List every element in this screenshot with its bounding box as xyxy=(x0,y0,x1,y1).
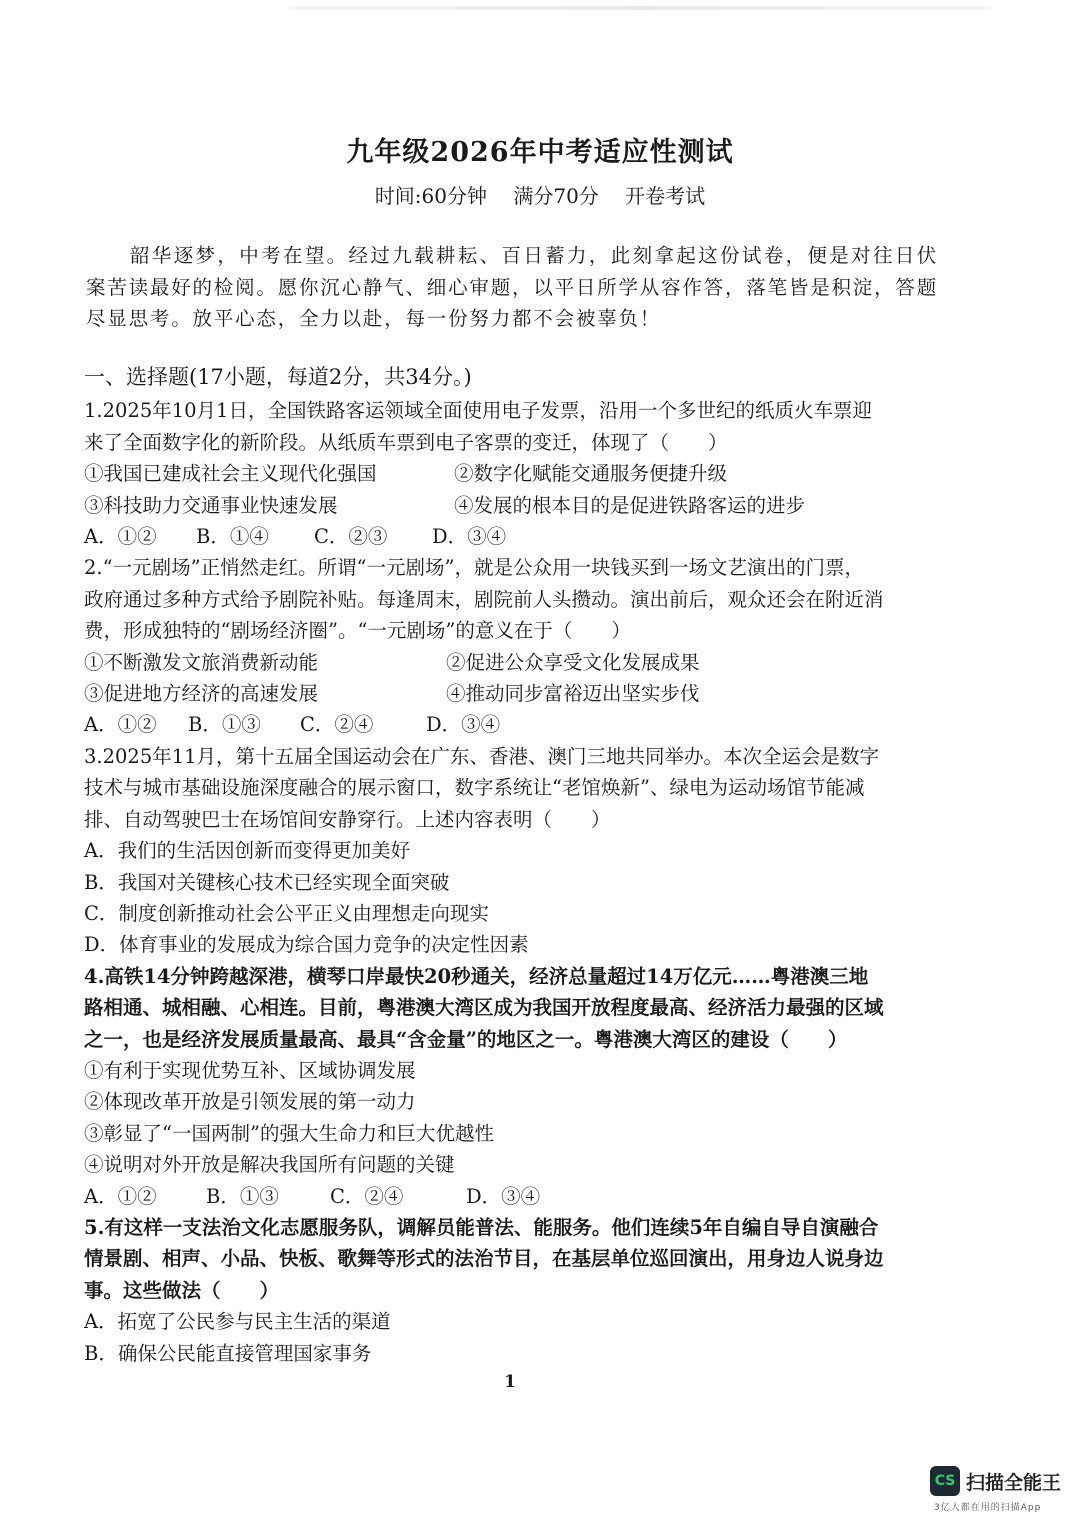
question-1-statement-3: ③科技助力交通事业快速发展 xyxy=(84,493,338,517)
exam-info: 时间:60分钟 满分70分 开卷考试 xyxy=(374,184,706,208)
watermark-app-name: 扫描全能王 xyxy=(966,1471,1062,1494)
question-2-choice-b: B．①③ xyxy=(188,713,261,737)
question-1-line-1: 1.2025年10月1日，全国铁路客运领域全面使用电子发票，沿用一个多世纪的纸质火车票迎 xyxy=(84,399,872,423)
question-1 xyxy=(84,395,944,552)
question-4-choice-d: D．③④ xyxy=(466,1184,541,1208)
question-4-line-3: 之一，也是经济发展质量最高、最具“含金量”的地区之一。粤港澳大湾区的建设（ ） xyxy=(84,1027,848,1051)
question-1-statement-1: ①我国已建成社会主义现代化强国 xyxy=(84,462,377,486)
question-4-choice-b: B．①③ xyxy=(206,1184,279,1208)
question-3-choice-c: C．制度创新推动社会公平正义由理想走向现实 xyxy=(84,901,489,925)
question-1-line-2: 来了全面数字化的新阶段。从纸质车票到电子客票的变迁，体现了（ ） xyxy=(84,430,728,454)
question-1-choice-c: C．②③ xyxy=(314,525,388,549)
question-2-statement-2: ②促进公众享受文化发展成果 xyxy=(446,650,700,674)
question-2-line-1: 2.“一元剧场”正悄然走红。所谓“一元剧场”，就是公众用一块钱买到一场文艺演出的门票， xyxy=(84,556,864,580)
question-5-choice-b: B．确保公民能直接管理国家事务 xyxy=(84,1341,372,1365)
question-content xyxy=(84,362,944,1369)
question-2-choice-c: C．②④ xyxy=(300,713,374,737)
question-2 xyxy=(84,552,944,740)
question-3-choice-b: B．我国对关键核心技术已经实现全面突破 xyxy=(84,870,450,894)
scanner-watermark xyxy=(930,1466,1061,1496)
question-4-choice-a: A．①② xyxy=(84,1184,157,1208)
question-5-choice-a: A．拓宽了公民参与民主生活的渠道 xyxy=(84,1310,391,1334)
question-2-line-3: 费，形成独特的“剧场经济圈”。“一元剧场”的意义在于（ ） xyxy=(84,619,631,643)
question-1-statement-4: ④发展的根本目的是促进铁路客运的进步 xyxy=(454,493,806,517)
question-1-choice-d: D．③④ xyxy=(432,525,507,549)
intro-paragraph: 韶华逐梦，中考在望。经过九载耕耘、百日蓄力，此刻拿起这份试卷，便是对往日伏案苦读最好的检阅。愿你沉心静气、细心审题，以平日所学从容作答，落笔皆是积淀，答题尽显思考。放平心态，全力以赴，每一份努力都不会被辜负！ xyxy=(86,244,939,330)
question-5-line-1: 5.有这样一支法治文化志愿服务队，调解员能普法、能服务。他们连续5年自编自导自演融合 xyxy=(84,1215,879,1239)
question-1-choice-b: B．①④ xyxy=(196,525,269,549)
question-3-line-1: 3.2025年11月，第十五届全国运动会在广东、香港、澳门三地共同举办。本次全运会是数字 xyxy=(84,744,880,768)
question-3 xyxy=(84,741,944,961)
question-4-choice-c: C．②④ xyxy=(330,1184,404,1208)
question-4-statement-3: ③彰显了“一国两制”的强大生命力和巨大优越性 xyxy=(84,1121,494,1145)
question-4-line-1: 4.高铁14分钟跨越深港，横琴口岸最快20秒通关，经济总量超过14万亿元……粤港澳三地 xyxy=(84,964,869,988)
question-3-choice-d: D．体育事业的发展成为综合国力竞争的决定性因素 xyxy=(84,933,529,957)
question-4-statement-2: ②体现改革开放是引领发展的第一动力 xyxy=(84,1090,416,1114)
question-3-choice-a: A．我们的生活因创新而变得更加美好 xyxy=(84,839,411,863)
question-1-statement-2: ②数字化赋能交通服务便捷升级 xyxy=(454,462,728,486)
question-2-line-2: 政府通过多种方式给予剧院补贴。每逢周末，剧院前人头攒动。演出前后，观众还会在附近消 xyxy=(84,587,884,611)
question-5-line-2: 情景剧、相声、小品、快板、歌舞等形式的法治节目，在基层单位巡回演出，用身边人说身边 xyxy=(84,1247,884,1271)
question-4 xyxy=(84,961,944,1212)
scan-edge xyxy=(290,6,990,10)
question-3-line-2: 技术与城市基础设施深度融合的展示窗口，数字系统让“老馆焕新”、绿电为运动场馆节能减 xyxy=(84,776,865,800)
camscanner-logo-icon: CS xyxy=(930,1466,960,1496)
question-5-line-3: 事。这些做法（ ） xyxy=(84,1278,280,1302)
section-title: 一、选择题(17小题，每道2分，共34分。) xyxy=(84,365,472,389)
page-title: 九年级2026年中考适应性测试 xyxy=(346,137,734,168)
question-2-choice-a: A．①② xyxy=(84,713,157,737)
question-4-statement-4: ④说明对外开放是解决我国所有问题的关键 xyxy=(84,1153,455,1177)
question-4-statement-1: ①有利于实现优势互补、区域协调发展 xyxy=(84,1058,416,1082)
question-1-choice-a: A．①② xyxy=(84,525,157,549)
page-number: 1 xyxy=(504,1372,516,1392)
question-5 xyxy=(84,1212,944,1369)
question-2-statement-4: ④推动同步富裕迈出坚实步伐 xyxy=(446,682,700,706)
question-4-line-2: 路相通、城相融、心相连。目前，粤港澳大湾区成为我国开放程度最高、经济活力最强的区域 xyxy=(84,996,884,1020)
question-2-statement-3: ③促进地方经济的高速发展 xyxy=(84,682,319,706)
question-2-choice-d: D．③④ xyxy=(426,713,501,737)
question-3-line-3: 排、自动驾驶巴士在场馆间安静穿行。上述内容表明（ ） xyxy=(84,807,611,831)
watermark-tagline: 3亿人都在用的扫描App xyxy=(934,1503,1042,1513)
question-2-statement-1: ①不断激发文旅消费新动能 xyxy=(84,650,319,674)
